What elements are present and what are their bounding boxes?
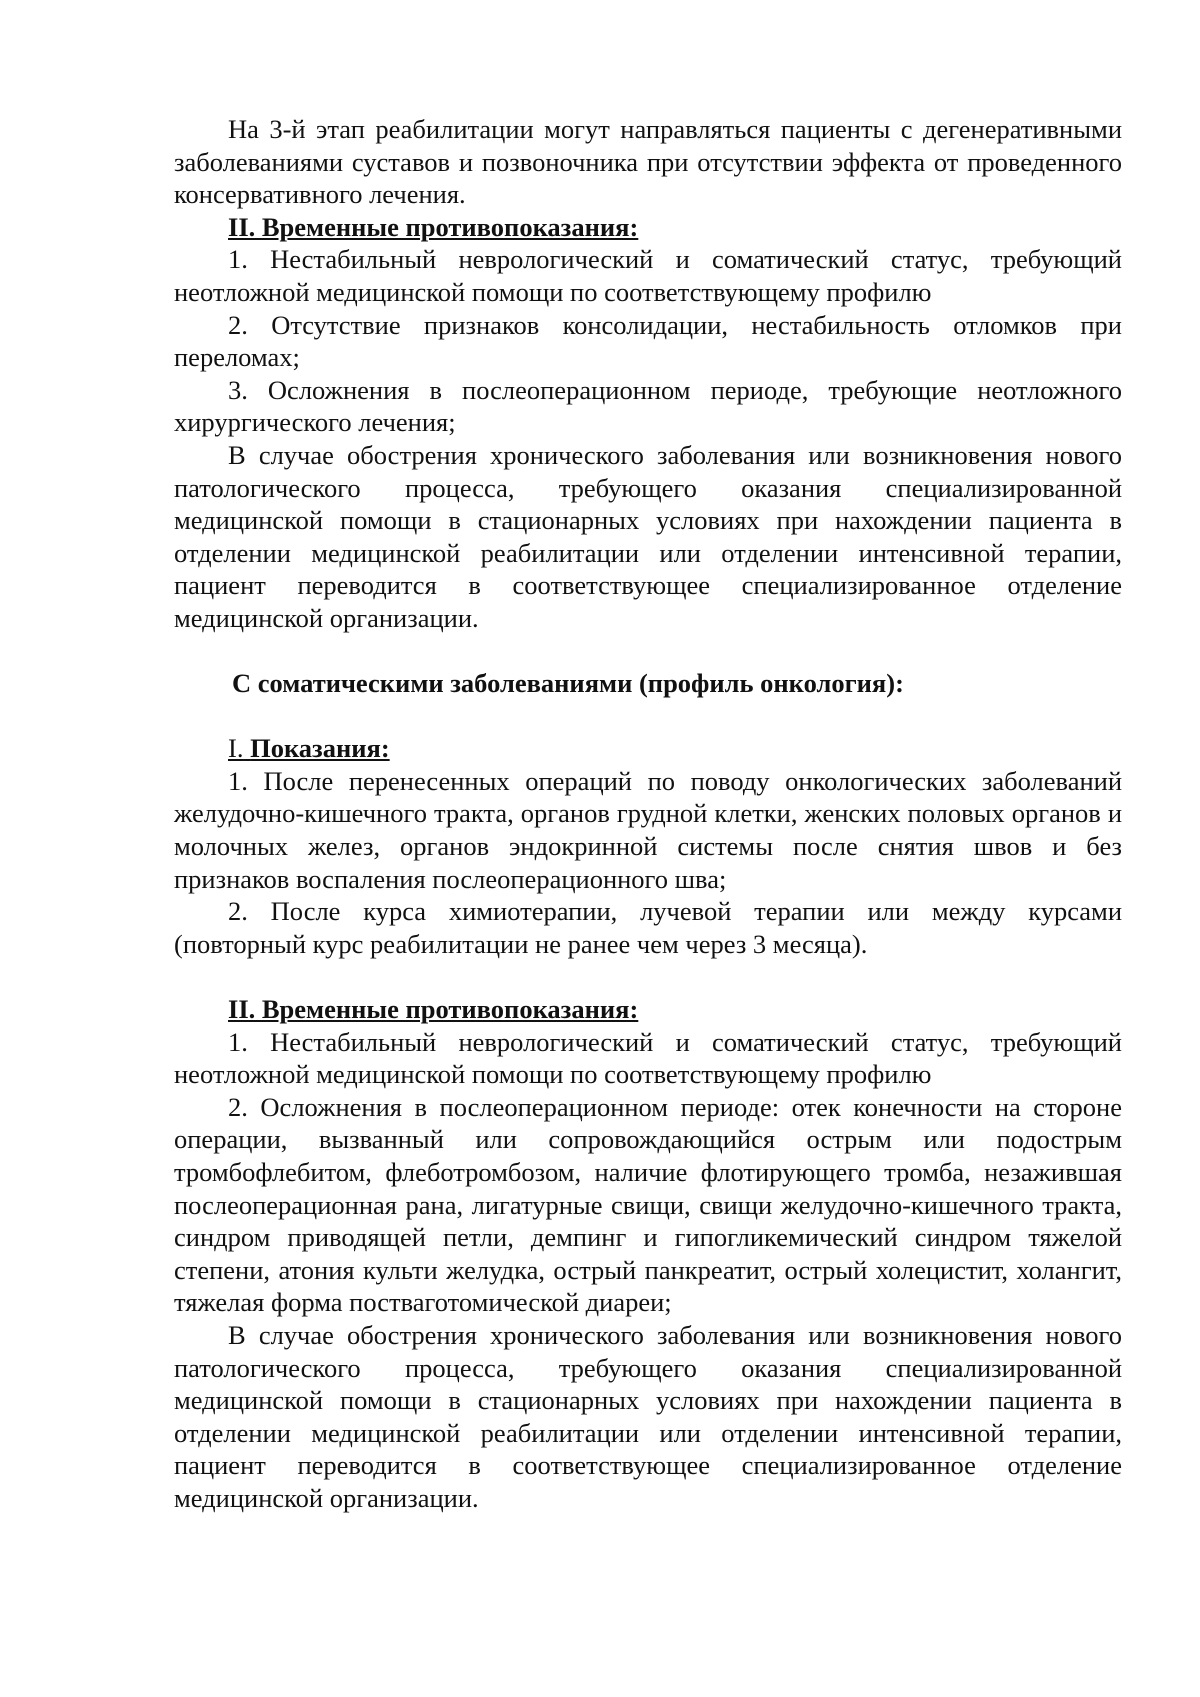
blank-line [174,700,1122,733]
contraindication-item: 2. Осложнения в послеоперационном периоде: отек конечности на стороне операции, вызванный или сопровождающийся острым или подострым тромбофлебитом, флеботромбозом, наличие флотирующего тромба, незажившая послеоперационная рана, лигатурные свищи, свищи желудочно-кишечного тракта, синдром приводящей петли, демпинг и гипогликемический синдром тяжелой степени, атония культи желудка, острый панкреатит, острый холецистит, холангит, тяжелая форма постваготомической диареи; [174,1091,1122,1318]
blank-line [174,635,1122,668]
temporary-contraindications-heading: II. Временные противопоказания: [228,994,639,1025]
contraindication-item: 1. Нестабильный неврологический и соматический статус, требующий неотложной медицинской помощи по соответствующему профилю [174,1026,1122,1090]
closing-paragraph: В случае обострения хронического заболевания или возникновения нового патологического процесса, требующего оказания специализированной медицинской помощи в стационарных условиях при нахождении пациента в отделении медицинской реабилитации или отделении интенсивной терапии, пациент переводится в соответствующее специализированное отделение медицинской организации. [174,439,1122,633]
intro-paragraph: На 3-й этап реабилитации могут направляться пациенты с дегенеративными заболеваниями суставов и позвоночника при отсутствии эффекта от проведенного консервативного лечения. [174,114,1122,210]
indications-heading [174,732,1122,765]
closing-paragraph: В случае обострения хронического заболевания или возникновения нового патологического процесса, требующего оказания специализированной медицинской помощи в стационарных условиях при нахождении пациента в отделении медицинской реабилитации или отделении интенсивной терапии, пациент переводится в соответствующее специализированное отделение медицинской организации. [174,1319,1122,1513]
contraindication-item: 2. Отсутствие признаков консолидации, нестабильность отломков при переломах; [174,309,1122,373]
indication-item: 1. После перенесенных операций по поводу онкологических заболеваний желудочно-кишечного тракта, органов грудной клетки, женских половых органов и молочных желез, органов эндокринной системы после снятия швов и без признаков воспаления послеоперационного шва; [174,765,1122,894]
contraindication-item: 1. Нестабильный неврологический и соматический статус, требующий неотложной медицинской помощи по соответствующему профилю [174,244,1122,307]
document-body [174,113,1122,1515]
indication-item: 2. После курса химиотерапии, лучевой терапии или между курсами (повторный курс реабилитации не ранее чем через 3 месяца). [174,896,1122,959]
indications-label: Показания: [250,733,390,764]
blank-line [174,960,1122,993]
contraindication-item: 3. Осложнения в послеоперационном периоде, требующие неотложного хирургического лечения; [174,374,1122,438]
indications-numeral: I. [228,733,244,764]
temporary-contraindications-heading: II. Временные противопоказания: [228,211,639,242]
section-title: С соматическими заболеваниями (профиль онкология): [232,668,904,699]
